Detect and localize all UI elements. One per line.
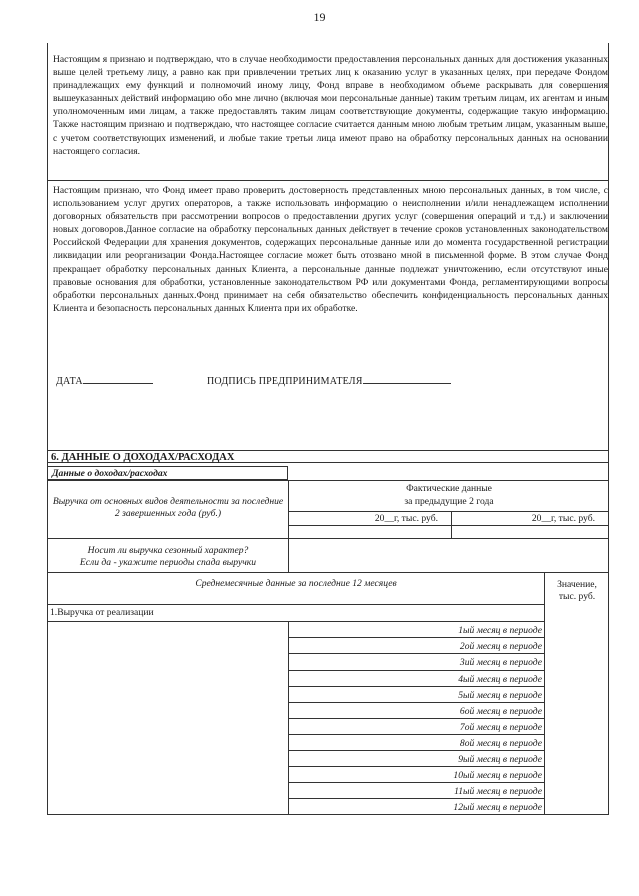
table-line — [47, 480, 609, 481]
signature-blank-line[interactable] — [363, 374, 451, 384]
table-line — [288, 782, 544, 783]
month-row-8: 8ой месяц в периоде — [459, 738, 542, 749]
table-line — [288, 766, 544, 767]
date-label: ДАТА — [56, 376, 83, 387]
table-line — [288, 637, 544, 638]
value-header-line2: тыс. руб. — [558, 591, 596, 602]
consent-paragraph-third-parties: Настоящим я признаю и подтверждаю, что в случае необходимости предоставления персональных данных для достижения указанных выше целей третьему лицу, а равно как при привлечении третьих лиц к оказанию услуг в указанных целях, при передаче Фондом принадлежащих ему функций и полномочий иному лицу, Фонд вправе в необходимом объеме раскрывать для совершения вышеуказанных действий информацию обо мне лично (включая мои персональные данные) таким третьим лицам, их агентам и иным уполномоченным ими лицам, а также предоставлять таким лицам соответствующие документы, содержащие такую информацию. Также настоящим признаю и подтверждаю, что настоящее согласие считается данным мною любым третьим лицам, указанным выше, с учетом соответствующих изменений, и любые такие третьи лица имеют право на обработку персональных данных на основании настоящего согласия. — [53, 54, 608, 157]
sales-revenue-label: 1.Выручка от реализации — [50, 607, 154, 618]
value-column-header — [546, 579, 608, 603]
month-row-6: 6ой месяц в периоде — [459, 706, 542, 717]
table-line — [288, 670, 544, 671]
value-header-line1: Значение, — [557, 579, 597, 590]
date-blank-line[interactable] — [83, 374, 153, 384]
table-line — [288, 750, 544, 751]
month-row-5: 5ый месяц в периоде — [458, 690, 542, 701]
signature-label: ПОДПИСЬ ПРЕДПРИНИМАТЕЛЯ — [207, 376, 363, 387]
page-number: 19 — [313, 10, 326, 24]
month-row-1: 1ый месяц в периоде — [458, 625, 542, 636]
seasonal-question-line2: Если да - укажите периоды спада выручки — [79, 557, 257, 568]
table-vline — [288, 480, 289, 538]
seasonal-question — [50, 545, 286, 569]
subsection-title-income-expenses: Данные о доходах/расходах — [47, 466, 288, 480]
revenue-label: Выручка от основных видов деятельности за последние 2 завершенных года (руб.) — [52, 496, 284, 519]
date-signature-field[interactable] — [56, 374, 153, 387]
table-line — [288, 653, 544, 654]
table-line — [288, 686, 544, 687]
table-line — [288, 734, 544, 735]
month-row-10: 10ый месяц в периоде — [453, 770, 542, 781]
seasonal-answer-field[interactable] — [290, 540, 608, 570]
year-2-cell[interactable]: 20__г, тыс. руб. — [531, 513, 595, 524]
table-line — [288, 525, 609, 526]
seasonal-question-line1: Носит ли выручка сезонный характер? — [87, 545, 249, 556]
table-vline — [288, 538, 289, 572]
year-1-cell[interactable]: 20__г, тыс. руб. — [374, 513, 438, 524]
table-line — [47, 572, 609, 573]
table-line — [47, 621, 544, 622]
table-line — [288, 718, 544, 719]
actual-data-header — [290, 482, 608, 508]
monthly-data-header: Среднемесячные данные за последние 12 месяцев — [195, 578, 397, 589]
month-row-9: 9ый месяц в периоде — [458, 754, 542, 765]
table-line — [288, 702, 544, 703]
month-row-11: 11ый месяц в периоде — [454, 786, 542, 797]
table-line — [288, 798, 544, 799]
table-vline-value-column — [544, 572, 545, 815]
consent-paragraph-verification: Настоящим признаю, что Фонд имеет право проверить достоверность представленных мною персональных данных, в том числе, с использованием услуг других операторов, а также использовать информацию о неисполнении и/или ненадлежащем исполнении договорных обязательств при рассмотрении вопросов о предоставлении других услуг (совершения операций и т.д.) и заключении новых договоров.Данное согласие на обработку персональных данных действует в течение сроков установленных законодательством Российской Федерации для хранения документов, содержащих персональные данные или до момента государственной регистрации ликвидации или реорганизации Фонда.Настоящее согласие может быть отозвано мной в письменной форме. В этом случае Фонд прекращает обработку персональных данных Клиента, а персональные данные подлежат уничтожению, если отсутствуют иные правовые основания для обработки, установленные законодательством РФ или документами Фонда, регламентирующими вопросы обработки персональных данных.Фонд принимает на себя обязательство обеспечить конфиденциальность персональных данных Клиента и безопасность персональных данных Клиента при их обработке. — [53, 185, 608, 314]
actual-data-header-line1: Фактические данные — [406, 483, 492, 494]
month-row-7: 7ой месяц в периоде — [459, 722, 542, 733]
section-title-income-expenses: 6. ДАННЫЕ О ДОХОДАХ/РАСХОДАХ — [47, 450, 609, 463]
actual-data-header-line2: за предыдущие 2 года — [404, 496, 494, 507]
month-row-3: 3ий месяц в периоде — [459, 657, 542, 668]
table-line — [47, 604, 544, 605]
month-row-2: 2ой месяц в периоде — [459, 641, 542, 652]
month-row-12: 12ый месяц в периоде — [453, 802, 542, 813]
month-row-4: 4ый месяц в периоде — [458, 674, 542, 685]
paragraph-divider — [47, 180, 609, 181]
table-line — [288, 511, 609, 512]
table-line — [47, 538, 609, 539]
entrepreneur-signature-field[interactable] — [207, 374, 451, 387]
